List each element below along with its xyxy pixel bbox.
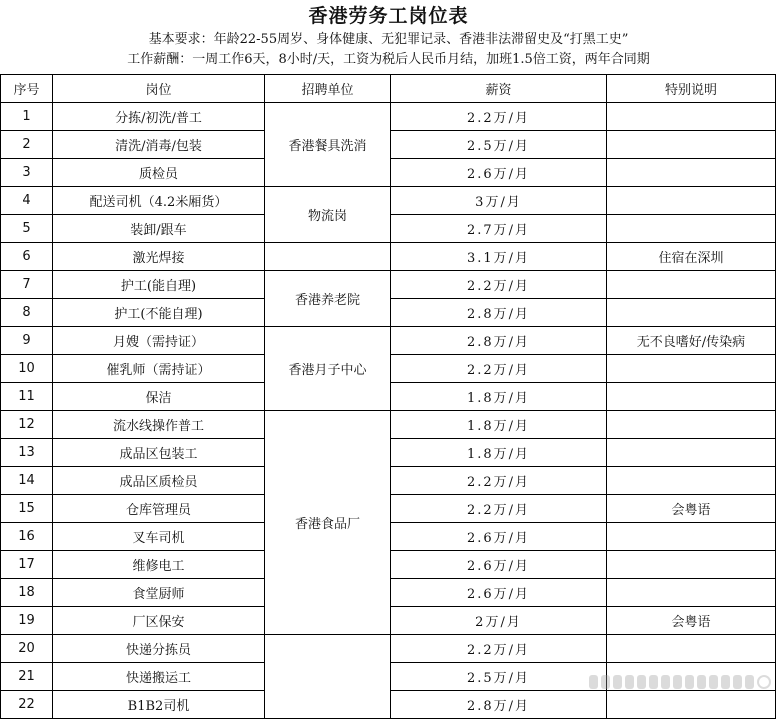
row-number: 7 [1,271,53,299]
row-position: 配送司机（4.2米厢货） [53,187,265,215]
row-number: 22 [1,691,53,719]
row-number: 14 [1,467,53,495]
row-salary: 1.8万/月 [391,439,607,467]
row-number: 21 [1,663,53,691]
row-salary: 2.2万/月 [391,271,607,299]
row-number: 5 [1,215,53,243]
row-number: 18 [1,579,53,607]
table-row [1,243,776,271]
row-salary: 1.8万/月 [391,383,607,411]
table-row [1,327,776,355]
row-number: 12 [1,411,53,439]
row-note [607,635,776,663]
basic-requirements: 基本要求：年龄22-55周岁、身体健康、无犯罪记录、香港非法滞留史及“打黑工史” [148,32,629,47]
column-header-employer: 招聘单位 [265,75,391,103]
row-salary: 2.2万/月 [391,635,607,663]
watermark-circle-icon [757,675,771,689]
row-number: 8 [1,299,53,327]
row-salary: 2.6万/月 [391,551,607,579]
watermark-mark-icon [649,675,658,689]
table-header-row [1,75,776,103]
row-number: 19 [1,607,53,635]
watermark-mark-icon [721,675,730,689]
row-position: 月嫂（需持证） [53,327,265,355]
row-note [607,271,776,299]
row-position: 分拣/初洗/普工 [53,103,265,131]
row-position: 护工(能自理) [53,271,265,299]
row-position: 维修电工 [53,551,265,579]
row-note [607,103,776,131]
row-note [607,551,776,579]
row-note [607,467,776,495]
row-salary: 2.5万/月 [391,131,607,159]
table-row [1,411,776,439]
row-number: 15 [1,495,53,523]
watermark-mark-icon [697,675,706,689]
column-header-no: 序号 [1,75,53,103]
column-header-salary: 薪资 [391,75,607,103]
row-position: 食堂厨师 [53,579,265,607]
table-row [1,635,776,663]
row-number: 17 [1,551,53,579]
row-position: 装卸/跟车 [53,215,265,243]
row-number: 6 [1,243,53,271]
row-salary: 3万/月 [391,187,607,215]
row-note [607,383,776,411]
watermark-mark-icon [685,675,694,689]
row-number: 2 [1,131,53,159]
row-employer [265,243,391,271]
row-employer: 香港养老院 [265,271,391,327]
row-position: 仓库管理员 [53,495,265,523]
row-number: 9 [1,327,53,355]
row-salary: 2.6万/月 [391,159,607,187]
row-salary: 2.2万/月 [391,103,607,131]
column-header-position: 岗位 [53,75,265,103]
table-row [1,187,776,215]
row-employer: 香港餐具洗消 [265,103,391,187]
row-position: 清洗/消毒/包装 [53,131,265,159]
row-position: 叉车司机 [53,523,265,551]
row-salary: 2.6万/月 [391,523,607,551]
row-salary: 2.2万/月 [391,495,607,523]
row-employer [265,635,391,719]
row-note [607,215,776,243]
row-position: 质检员 [53,159,265,187]
row-salary: 2.8万/月 [391,691,607,719]
jobs-table [0,74,776,719]
row-number: 1 [1,103,53,131]
row-note [607,523,776,551]
row-number: 16 [1,523,53,551]
row-note [607,159,776,187]
row-salary: 2.2万/月 [391,467,607,495]
row-position: 催乳师（需持证） [53,355,265,383]
row-salary: 2.7万/月 [391,215,607,243]
watermark-mark-icon [625,675,634,689]
row-position: B1B2司机 [53,691,265,719]
watermark-mark-icon [601,675,610,689]
row-salary: 2.8万/月 [391,299,607,327]
row-employer: 物流岗 [265,187,391,243]
row-note [607,131,776,159]
watermark-mark-icon [673,675,682,689]
row-position: 快递搬运工 [53,663,265,691]
row-employer: 香港食品厂 [265,411,391,635]
row-number: 13 [1,439,53,467]
row-salary: 1.8万/月 [391,411,607,439]
row-position: 激光焊接 [53,243,265,271]
watermark-mark-icon [661,675,670,689]
pay-terms: 工作薪酬：一周工作6天，8小时/天，工资为税后人民币月结，加班1.5倍工资，两年合同期 [127,52,650,67]
row-position: 护工(不能自理) [53,299,265,327]
row-note [607,439,776,467]
row-employer: 香港月子中心 [265,327,391,411]
row-note [607,691,776,719]
row-note: 无不良嗜好/传染病 [607,327,776,355]
row-salary: 2.6万/月 [391,579,607,607]
table-row [1,271,776,299]
row-note: 会粤语 [607,607,776,635]
watermark-logo [589,671,771,693]
row-salary: 3.1万/月 [391,243,607,271]
row-note [607,299,776,327]
watermark-mark-icon [613,675,622,689]
row-note: 会粤语 [607,495,776,523]
row-position: 保洁 [53,383,265,411]
row-note [607,579,776,607]
row-note [607,187,776,215]
column-header-note: 特别说明 [607,75,776,103]
row-number: 11 [1,383,53,411]
row-note [607,355,776,383]
row-position: 成品区包装工 [53,439,265,467]
watermark-mark-icon [709,675,718,689]
page-title: 香港劳务工岗位表 [308,5,469,27]
table-row [1,103,776,131]
watermark-mark-icon [637,675,646,689]
row-position: 流水线操作普工 [53,411,265,439]
row-note [607,411,776,439]
row-position: 成品区质检员 [53,467,265,495]
watermark-mark-icon [745,675,754,689]
row-salary: 2.8万/月 [391,327,607,355]
row-salary: 2.5万/月 [391,663,607,691]
row-salary: 2万/月 [391,607,607,635]
row-salary: 2.2万/月 [391,355,607,383]
watermark-mark-icon [589,675,598,689]
watermark-mark-icon [733,675,742,689]
row-number: 10 [1,355,53,383]
row-note: 住宿在深圳 [607,243,776,271]
row-position: 厂区保安 [53,607,265,635]
row-number: 4 [1,187,53,215]
row-number: 20 [1,635,53,663]
row-position: 快递分拣员 [53,635,265,663]
row-number: 3 [1,159,53,187]
